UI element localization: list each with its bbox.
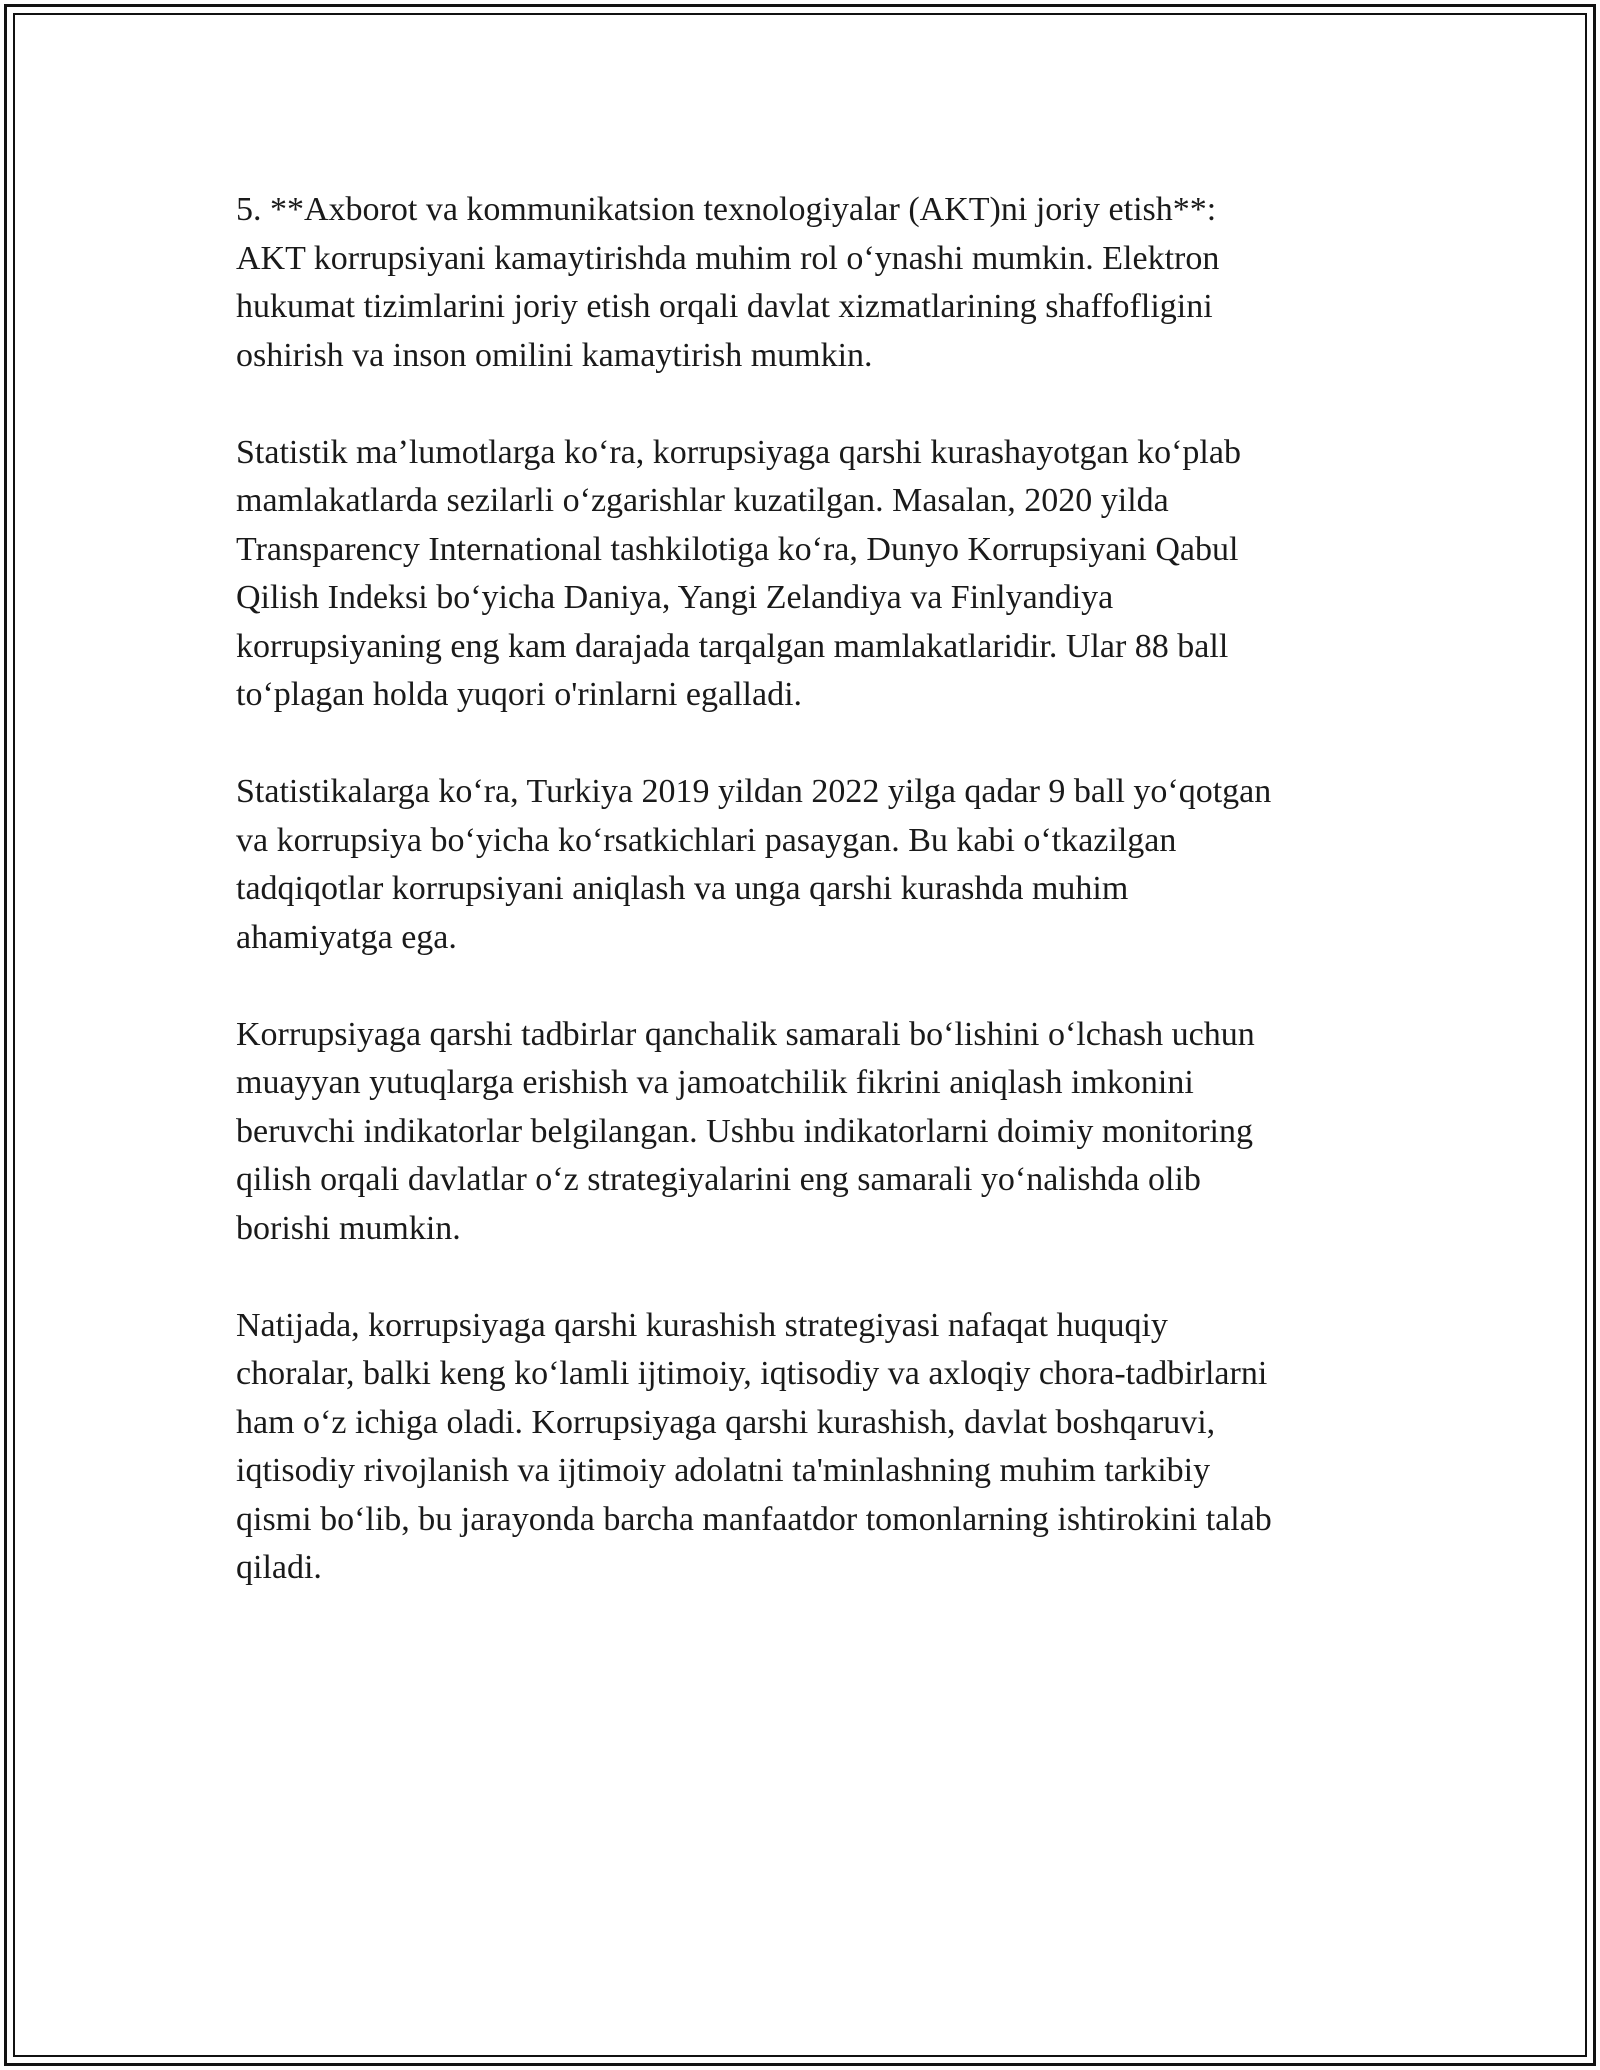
paragraph-statistics bbox=[236, 429, 1366, 720]
text-line: Transparency International tashkilotiga koʻra, Dunyo Korrupsiyani Qabul bbox=[236, 530, 1239, 568]
paragraph-akt bbox=[236, 186, 1366, 380]
text-line: Statistik maʼlumotlarga koʻra, korrupsiyaga qarshi kurashayotgan koʻplab bbox=[236, 433, 1241, 471]
text-line: oshirish va inson omilini kamaytirish mumkin. bbox=[236, 336, 873, 374]
text-line: iqtisodiy rivojlanish va ijtimoiy adolatni ta'minlashning muhim tarkibiy bbox=[236, 1452, 1211, 1489]
text-line: borishi mumkin. bbox=[236, 1209, 461, 1247]
text-line: tadqiqotlar korrupsiyani aniqlash va unga qarshi kurashda muhim bbox=[236, 870, 1129, 907]
text-line: Qilish Indeksi boʻyicha Daniya, Yangi Zelandiya va Finlyandiya bbox=[236, 579, 1114, 616]
text-line: hukumat tizimlarini joriy etish orqali davlat xizmatlarining shaffofligini bbox=[236, 288, 1213, 325]
text-line: qiladi. bbox=[236, 1549, 322, 1586]
text-line: korrupsiyaning eng kam darajada tarqalgan mamlakatlaridir. Ular 88 ball bbox=[236, 627, 1229, 665]
text-line: ham oʻz ichiga oladi. Korrupsiyaga qarshi kurashish, davlat boshqaruvi, bbox=[236, 1403, 1216, 1441]
text-line: Statistikalarga koʻra, Turkiya 2019 yildan 2022 yilga qadar 9 ball yoʻqotgan bbox=[236, 773, 1272, 810]
text-line: mamlakatlarda sezilarli oʻzgarishlar kuzatilgan. Masalan, 2020 yilda bbox=[236, 482, 1169, 519]
text-line: Natijada, korrupsiyaga qarshi kurashish strategiyasi nafaqat huquqiy bbox=[236, 1306, 1168, 1344]
text-line: qilish orqali davlatlar oʻz strategiyalarini eng samarali yoʻnalishda olib bbox=[236, 1161, 1201, 1198]
text-line: AKT korrupsiyani kamaytirishda muhim rol oʻynashi mumkin. Elektron bbox=[236, 239, 1220, 277]
paragraph-turkiya bbox=[236, 768, 1366, 962]
text-line: muayyan yutuqlarga erishish va jamoatchilik fikrini aniqlash imkonini bbox=[236, 1064, 1194, 1101]
text-line: va korrupsiya boʻyicha koʻrsatkichlari pasaygan. Bu kabi oʻtkazilgan bbox=[236, 821, 1177, 859]
text-line: 5. **Axborot va kommunikatsion texnologiyalar (AKT)ni joriy etish**: bbox=[236, 191, 1217, 228]
text-line: Korrupsiyaga qarshi tadbirlar qanchalik samarali boʻlishini oʻlchash uchun bbox=[236, 1015, 1255, 1053]
text-line: choralar, balki keng koʻlamli ijtimoiy, iqtisodiy va axloqiy chora-tadbirlarni bbox=[236, 1355, 1268, 1392]
text-line: beruvchi indikatorlar belgilangan. Ushbu indikatorlarni doimiy monitoring bbox=[236, 1112, 1253, 1150]
text-line: toʻplagan holda yuqori o'rinlarni egalladi. bbox=[236, 676, 803, 713]
text-line: ahamiyatga ega. bbox=[236, 918, 457, 956]
paragraph-indicators bbox=[236, 1011, 1366, 1254]
document-body bbox=[236, 186, 1366, 1641]
text-line: qismi boʻlib, bu jarayonda barcha manfaatdor tomonlarning ishtirokini talab bbox=[236, 1500, 1272, 1538]
paragraph-conclusion bbox=[236, 1302, 1366, 1593]
